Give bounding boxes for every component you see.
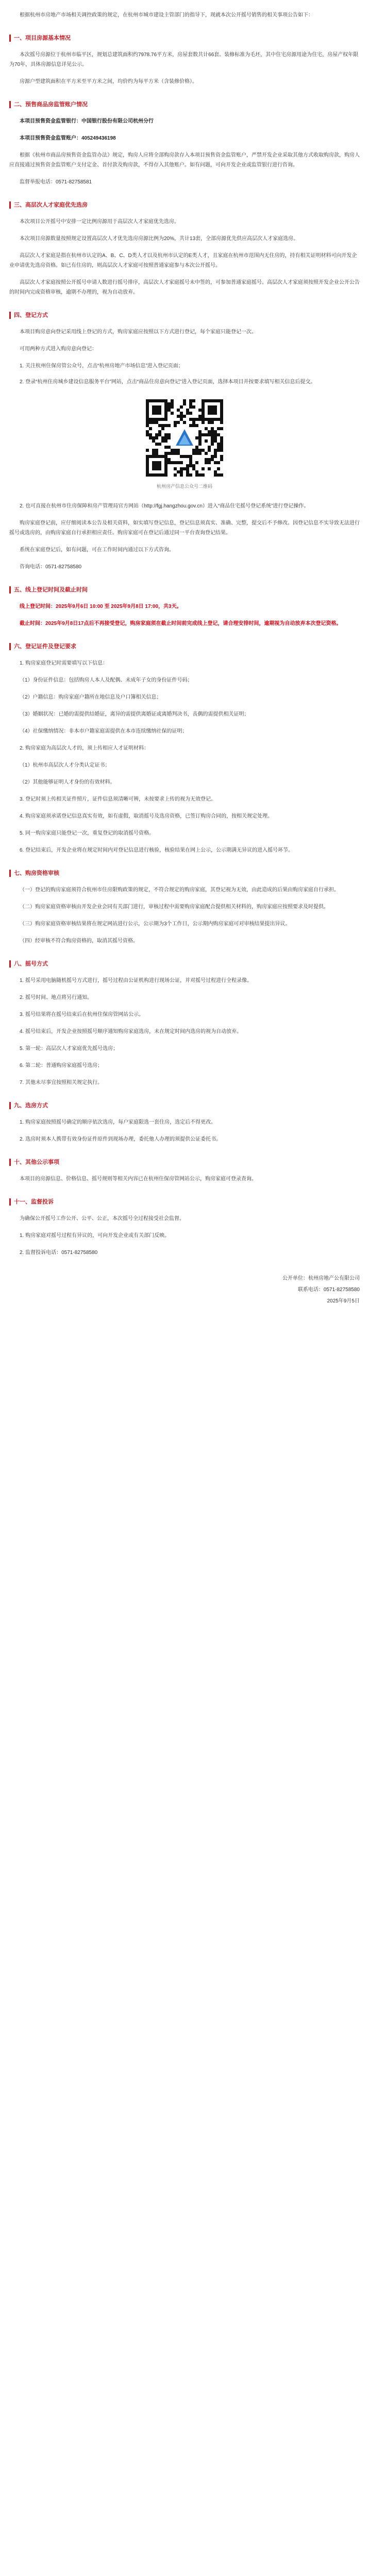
section-paragraph: 本次摇号房源位于杭州市临平区，规划总建筑面积约7978.76平方米，房屋套数共计66套。装修标准为毛坯，其中住宅房源用途为住宅，房屋产权年限为70年，具体房源信息详见公示。 xyxy=(9,52,359,67)
section-marker xyxy=(9,312,11,319)
section-paragraph: 咨询电话：0571-82758580 xyxy=(20,564,82,570)
section-header xyxy=(9,311,360,320)
section-title: 九、选房方式 xyxy=(14,1103,48,1109)
section-paragraph: 可用两种方式进入购房意向登记： xyxy=(20,346,97,352)
section-paragraph: 2. 购房家庭为高层次人才的，须上传相应人才证明材料： xyxy=(20,745,149,751)
section-header xyxy=(9,959,360,969)
section-header xyxy=(9,33,360,43)
section-paragraph: 2. 也可直接在杭州市住房保障和房产管理局官方网站（http://fgj.hangzhou.gov.cn）进入“商品住宅摇号登记系统”进行登记操作。 xyxy=(20,503,309,509)
section-paragraph: 本项目预售资金监管银行：中国银行股份有限公司杭州分行 xyxy=(20,118,154,124)
footer-contact: 联系电话：0571-82758580 xyxy=(297,1287,360,1293)
section-title: 二、预售商品房监管账户情况 xyxy=(14,101,88,108)
section-marker xyxy=(9,586,11,594)
section-paragraph: （一）登记的购房家庭须符合杭州市住房限购政策的规定，不符合规定的购房家庭，其登记视为无效，由此造成的后果由购房家庭自行承担。 xyxy=(20,887,339,893)
section-marker xyxy=(9,643,11,650)
section-paragraph: 本项目购房意向登记采用线上登记的方式，购房家庭应按照以下方式进行登记，每个家庭只能登记一次。 xyxy=(20,329,257,335)
intro-paragraph: 根据杭州市房地产市场相关调控政策的规定，在杭州市城市建设主管部门的指导下，现就本次公开摇号销售的相关事项公告如下： xyxy=(20,12,313,18)
section-paragraph: 本次项目房源数量按照规定设置高层次人才优先选房房源比例为20%，共计13套，全部房源优先供应高层次人才家庭选房。 xyxy=(20,236,299,242)
section-paragraph: 3. 登记时须上传相关证件照片，证件信息须清晰可辨，未按要求上传的视为无效登记。 xyxy=(20,796,216,802)
section-title: 六、登记证件及登记要求 xyxy=(14,643,76,650)
section-title: 四、登记方式 xyxy=(14,312,48,318)
list-item: 2. 登录“杭州住房城乡建设信息服务平台”网站，点击“商品住房意向登记”进入登记页面，选择本项目并按要求填写相关信息后提交。 xyxy=(20,379,316,385)
section-title: 三、高层次人才家庭优先选房 xyxy=(14,202,88,208)
section-header xyxy=(9,1101,360,1110)
section-paragraph: 系统在家庭登记后，如有问题，可在工作时间内通过以下方式咨询。 xyxy=(20,547,174,553)
section-marker xyxy=(9,201,11,209)
section-paragraph: 本项目预售资金监管账户：405249436198 xyxy=(20,135,116,141)
section-paragraph: （二）购房家庭资格审核由开发企业会同有关部门进行，审核过程中需要购房家庭配合提供相关材料的，购房家庭应按照要求及时提供。 xyxy=(20,904,329,910)
section-paragraph: （3）婚姻状况：已婚的需提供结婚证，离异的需提供离婚证或离婚判决书，丧偶的需提供相关证明； xyxy=(20,711,249,717)
section-paragraph: 1. 购房家庭按照摇号确定的顺序依次选房，每户家庭限选一套住房，选定后不得更改。 xyxy=(20,1120,216,1125)
section-paragraph: 为确保公开摇号工作公开、公平、公正，本次摇号全过程接受社会监督。 xyxy=(20,1216,184,1222)
section-header xyxy=(9,869,360,878)
section-header xyxy=(9,1197,360,1207)
section-marker xyxy=(9,1159,11,1166)
qr-code-icon xyxy=(146,399,223,477)
section-paragraph: 本项目的房源信息、价格信息、摇号规则等相关内容已在杭州住保房管网站公示，购房家庭可登录查询。 xyxy=(20,1176,257,1182)
section-title: 一、项目房源基本情况 xyxy=(14,35,71,41)
section-paragraph: 截止时间：2025年9月8日17点后不再接受登记，购房家庭须在截止时间前完成线上登记，请合理安排时间，逾期视为自动放弃本次登记资格。 xyxy=(20,621,342,626)
section-title: 十一、监督投诉 xyxy=(14,1199,54,1205)
section-paragraph: （四）经审核不符合购房资格的，取消其摇号资格。 xyxy=(20,938,138,944)
section-paragraph: 高层次人才家庭是指在杭州市认定的A、B、C、D类人才以及杭州市认定的E类人才，且家庭在杭州市范围内无住房的，持有相关证明材料可向开发企业申请优先选房资格。如已有住房的，则高层次人才家庭可按照普通家庭参与本次公开摇号。 xyxy=(9,253,357,268)
section-header xyxy=(9,100,360,109)
section-header xyxy=(9,1158,360,1167)
section-title: 七、购房资格审核 xyxy=(14,870,59,876)
section-paragraph: 线上登记时间：2025年9月6日 10:00 至 2025年9月8日 17:00，共3天。 xyxy=(20,604,182,609)
qr-caption: 杭州房产信息公众号二维码 xyxy=(156,484,212,489)
section-paragraph: 3. 摇号结果将在摇号结束后在杭州住保房管网站公示。 xyxy=(20,1012,144,1018)
section-paragraph: （2）户籍信息：购房家庭户籍所在地信息及户口簿相关信息； xyxy=(20,694,162,700)
section-header xyxy=(9,585,360,595)
section-paragraph: （2）其他能够证明人才身份的有效材料。 xyxy=(20,779,115,785)
list-item: 1. 关注杭州住保房管公众号，点击“杭州房地产市场信息”进入登记页面； xyxy=(20,363,183,369)
section-paragraph: 2. 摇号时间、地点将另行通知。 xyxy=(20,995,93,1001)
section-title: 五、线上登记时间及截止时间 xyxy=(14,587,88,593)
footer-date: 2025年9月5日 xyxy=(327,1298,360,1304)
section-marker xyxy=(9,101,11,108)
section-marker xyxy=(9,35,11,42)
section-marker xyxy=(9,1102,11,1109)
qr-code-block xyxy=(146,399,223,477)
section-marker xyxy=(9,960,11,968)
section-paragraph: 4. 摇号结束后，开发企业按照摇号顺序通知购房家庭选房，未在规定时间内选房的视为自动放弃。 xyxy=(20,1029,242,1035)
section-paragraph: 购房家庭登记前，应仔细阅读本公告及相关资料，如实填写登记信息，登记信息须真实、准确、完整，提交后不予修改。因登记信息不实导致无法进行摇号或选房的，由购房家庭自行承担相应责任。购房家庭可在登记后通过同一平台查询登记结果。 xyxy=(9,520,360,536)
section-paragraph: 1. 购房家庭登记时需要填写以下信息： xyxy=(20,660,108,666)
section-paragraph: 监督举报电话：0571-82758581 xyxy=(20,179,92,185)
section-paragraph: （1）身份证件信息：包括购房人本人及配偶、未成年子女的身份证件号码； xyxy=(20,677,193,683)
section-paragraph: 4. 购房家庭须承诺登记信息真实有效，如有虚假，取消摇号及选房资格，已签订购房合同的，按相关规定处理。 xyxy=(20,814,273,819)
section-paragraph: （1）杭州市高层次人才分类认定证书； xyxy=(20,762,110,768)
section-paragraph: 1. 摇号采用电脑随机摇号方式进行，摇号过程由公证机构进行现场公证，并对摇号过程进行全程录像。 xyxy=(20,978,253,984)
section-paragraph: 高层次人才家庭按照公开摇号申请人数进行摇号排序，高层次人才家庭摇号未中签的，可参加普通家庭摇号。高层次人才家庭须按照开发企业公开公告的时间内完成资格审核，逾期不办理的，视为自动放弃。 xyxy=(9,280,360,295)
section-paragraph: 根据《杭州市商品房预售资金监管办法》规定，购房人应将全部购房款存入本项目预售资金监管账户，严禁开发企业采取其他方式收取购房款，购房人应直接通过预售资金监管账户支付定金、首付款及购房款，不得存入其他账户。如有问题，可向开发企业或监管银行进行咨询。 xyxy=(9,152,360,168)
section-paragraph: 2. 监督投诉电话：0571-82758580 xyxy=(20,1250,98,1256)
section-title: 十、其他公示事项 xyxy=(14,1159,59,1165)
section-paragraph: （4）社保缴纳情况：非本市户籍家庭需提供在本市连续缴纳社保的证明； xyxy=(20,728,188,734)
section-marker xyxy=(9,870,11,877)
footer xyxy=(9,1273,360,1307)
section-paragraph: （三）购房家庭资格审核结果将在规定网站进行公示，公示期为3个工作日，公示期内购房家庭可对审核结果提出异议。 xyxy=(20,921,291,927)
section-paragraph: 房源户型建筑面积在平方米至平方米之间，均价约为每平方米（含装修价格）。 xyxy=(20,79,197,84)
section-paragraph: 2. 选房时须本人携带有效身份证件原件到现场办理，委托他人办理的须提供公证委托书。 xyxy=(20,1137,222,1142)
section-paragraph: 5. 第一轮：高层次人才家庭优先摇号选房； xyxy=(20,1046,119,1052)
section-paragraph: 本次项目公开摇号中安排一定比例房源用于高层次人才家庭优先选房。 xyxy=(20,219,179,225)
section-header xyxy=(9,642,360,651)
section-paragraph: 6. 登记结束后，开发企业将在规定时间内对登记信息进行核验，核验结果在网上公示，公示期满无异议的进入摇号环节。 xyxy=(20,848,294,853)
section-header xyxy=(9,200,360,210)
footer-org: 公开单位：杭州房地产公有限公司 xyxy=(282,1276,360,1281)
sections-container xyxy=(9,33,360,1258)
section-paragraph: 6. 第二轮：普通购房家庭摇号选房； xyxy=(20,1063,103,1069)
section-paragraph: 5. 同一购房家庭只能登记一次，重复登记的取消摇号资格。 xyxy=(20,831,155,836)
section-marker xyxy=(9,1198,11,1206)
section-paragraph: 7. 其他未尽事宜按照相关规定执行。 xyxy=(20,1080,103,1086)
section-title: 八、摇号方式 xyxy=(14,961,48,967)
section-paragraph: 1. 购房家庭对摇号过程有异议的，可向开发企业或有关部门反映。 xyxy=(20,1233,170,1239)
